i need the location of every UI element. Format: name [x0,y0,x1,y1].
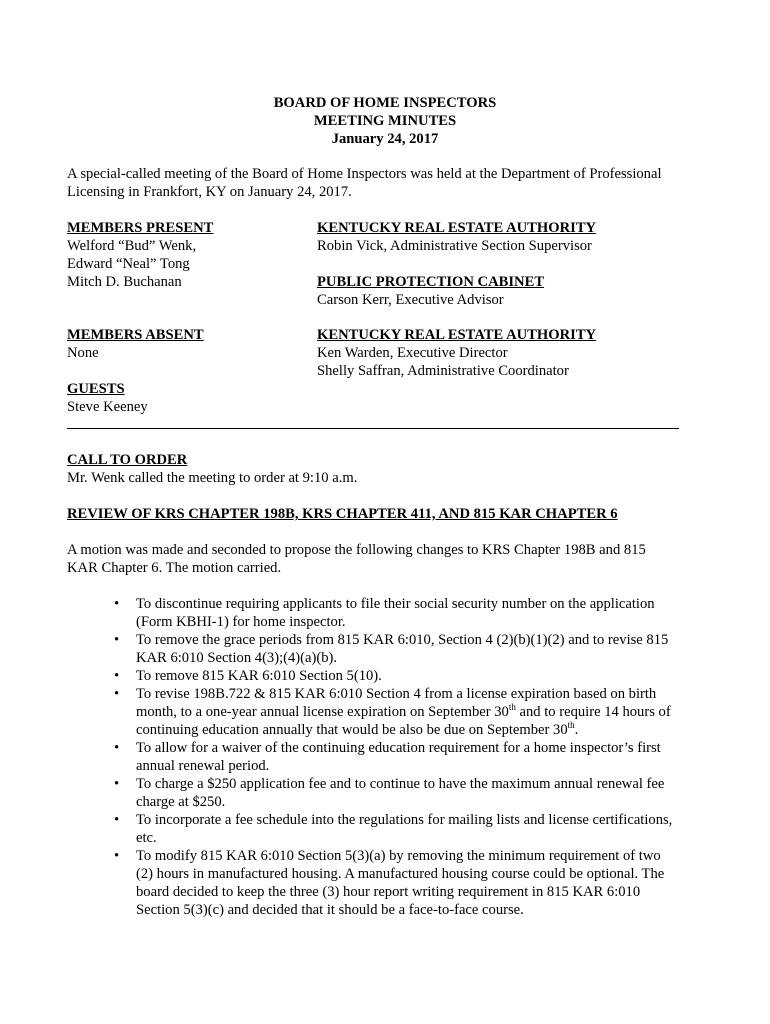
intro-line: Licensing in Frankfort, KY on January 24, 2017. [67,184,352,200]
list-item-line: To charge a $250 application fee and to continue to have the maximum annual renewal fee [136,776,665,792]
list-item-line [136,703,696,721]
staff-name: Robin Vick, Administrative Section Supervisor [317,238,592,254]
bullet-icon: • [114,740,120,756]
ppc-section [317,273,544,309]
list-item-line: To discontinue requiring applicants to file their social security number on the application [136,596,655,612]
member-name: Welford “Bud” Wenk, [67,238,197,254]
review-heading: REVIEW OF KRS CHAPTER 198B, KRS CHAPTER 411, AND 815 KAR CHAPTER 6 [67,506,618,522]
proposed-changes-list [0,595,770,919]
list-item-line: board decided to keep the three (3) hour report writing requirement in 815 KAR 6:010 [136,884,641,900]
ordinal-suffix: th [508,702,516,713]
line-text: and to require 14 hours of [515,704,671,720]
absent-name: None [67,345,99,361]
list-item-line: charge at $250. [136,794,226,810]
list-item-line: To remove the grace periods from 815 KAR 6:010, Section 4 (2)(b)(1)(2) and to revise 815 [136,632,669,648]
board-title: BOARD OF HOME INSPECTORS [273,95,497,111]
list-item [0,685,696,739]
bullet-icon: • [114,686,120,702]
list-item [0,631,696,667]
call-to-order-section [67,451,707,487]
list-item-line: KAR 6:010 Section 4(3);(4)(a)(b). [136,650,338,666]
line-text: continuing education annually that would be also be due on September 30 [136,722,568,738]
list-item [0,847,696,919]
list-item-line [136,721,696,739]
members-present-section [67,219,213,291]
guests-heading: GUESTS [67,381,125,397]
document-header [0,94,770,148]
staff-name: Shelly Saffran, Administrative Coordinator [317,363,569,379]
list-item-line: To allow for a waiver of the continuing education requirement for a home inspector’s first [136,740,661,756]
member-name: Mitch D. Buchanan [67,274,182,290]
motion-line: KAR Chapter 6. The motion carried. [67,560,282,576]
call-to-order-heading: CALL TO ORDER [67,452,188,468]
list-item-line: To modify 815 KAR 6:010 Section 5(3)(a) by removing the minimum requirement of two [136,848,661,864]
ppc-heading: PUBLIC PROTECTION CABINET [317,274,545,290]
list-item-line: (2) hours in manufactured housing. A manufactured housing course could be optional. The [136,866,665,882]
section-divider [67,428,679,429]
krea-heading: KENTUCKY REAL ESTATE AUTHORITY [317,220,597,236]
line-text: . [574,722,579,738]
list-item [0,775,696,811]
guest-name: Steve Keeney [67,399,148,415]
list-item-line: Section 5(3)(c) and decided that it should be a face-to-face course. [136,902,524,918]
motion-paragraph [67,541,687,577]
member-name: Edward “Neal” Tong [67,256,190,272]
list-item [0,595,696,631]
list-item [0,667,696,685]
list-item-line: To revise 198B.722 & 815 KAR 6:010 Section 4 from a license expiration based on birth [136,686,657,702]
list-item-line: annual renewal period. [136,758,270,774]
call-to-order-text: Mr. Wenk called the meeting to order at 9:10 a.m. [67,470,358,486]
intro-line: A special-called meeting of the Board of Home Inspectors was held at the Department of Professional [67,166,662,182]
krea-section-1 [317,219,596,255]
list-item [0,811,696,847]
intro-paragraph [67,165,707,201]
list-item-line: (Form KBHI-1) for home inspector. [136,614,346,630]
review-section [67,505,707,523]
list-item-line: To remove 815 KAR 6:010 Section 5(10). [136,668,382,684]
meeting-date: January 24, 2017 [331,131,439,147]
staff-name: Ken Warden, Executive Director [317,345,508,361]
bullet-icon: • [114,632,120,648]
staff-name: Carson Kerr, Executive Advisor [317,292,504,308]
document-type: MEETING MINUTES [313,113,457,129]
ordinal-suffix: th [567,720,575,731]
motion-line: A motion was made and seconded to propose the following changes to KRS Chapter 198B and 815 [67,542,646,558]
list-item-line: To incorporate a fee schedule into the regulations for mailing lists and license certifications, [136,812,673,828]
members-absent-heading: MEMBERS ABSENT [67,327,204,343]
bullet-icon: • [114,776,120,792]
bullet-icon: • [114,596,120,612]
members-absent-section [67,326,204,362]
list-item [0,739,696,775]
line-text: month, to a one-year annual license expiration on September 30 [136,704,509,720]
krea-heading: KENTUCKY REAL ESTATE AUTHORITY [317,327,597,343]
members-present-heading: MEMBERS PRESENT [67,220,214,236]
bullet-icon: • [114,668,120,684]
krea-section-2 [317,326,596,380]
list-item-line: etc. [136,830,157,846]
bullet-icon: • [114,848,120,864]
bullet-icon: • [114,812,120,828]
guests-section [67,380,148,416]
